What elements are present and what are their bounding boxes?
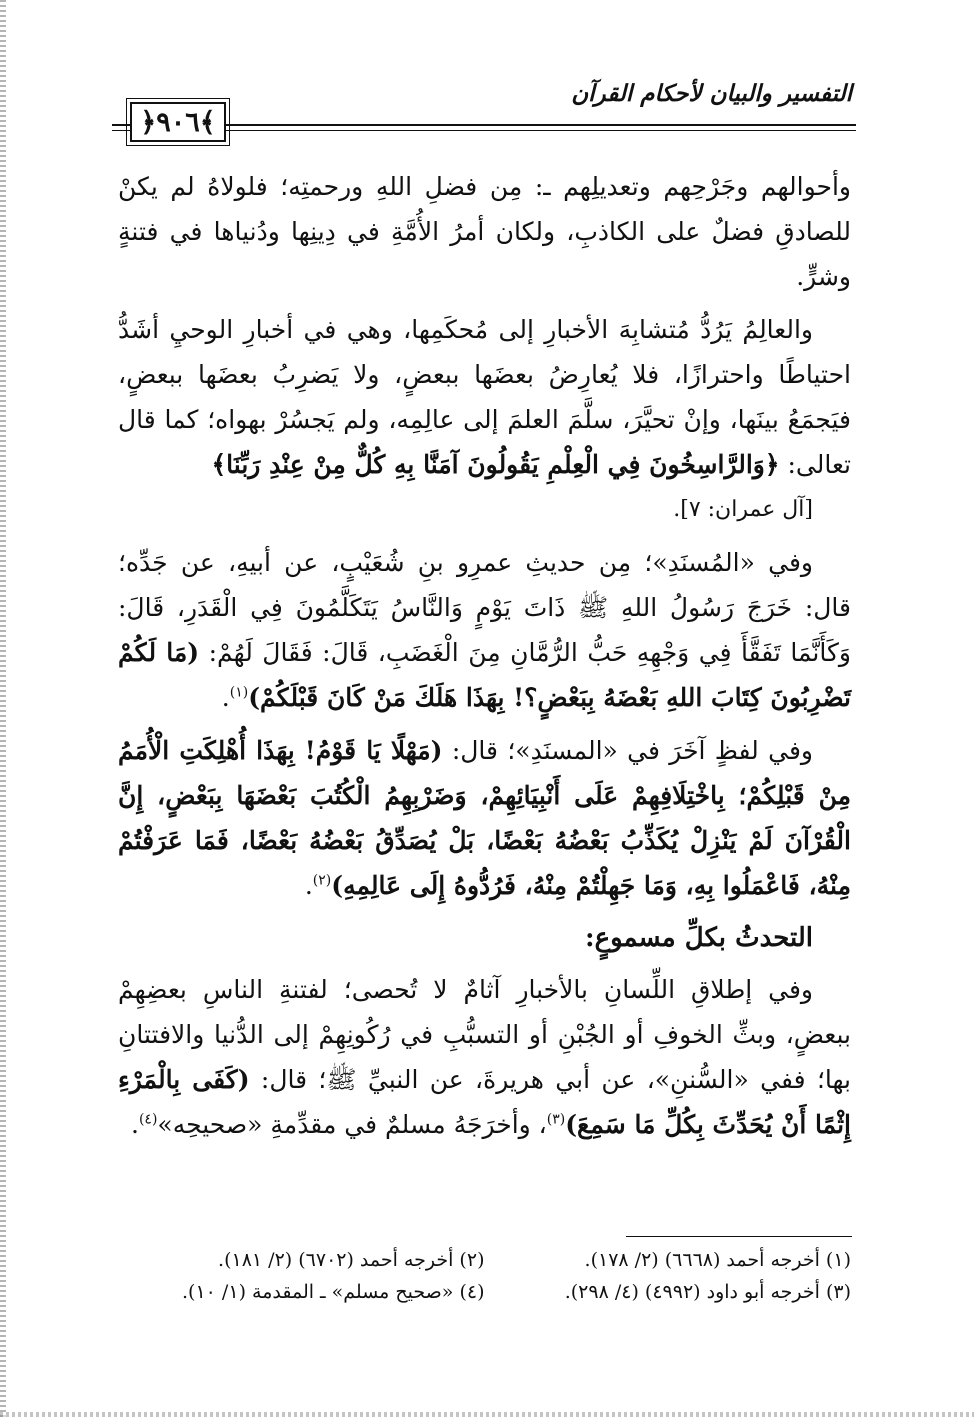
footnote-divider [626, 1236, 852, 1237]
footnote-3: (٣) أخرجه أبو داود (٤٩٩٢) (٤/ ٢٩٨). [564, 1281, 851, 1303]
page-number: ﴿٩٠٦﴾ [130, 102, 226, 142]
footnote-1: (١) أخرجه أحمد (٦٦٦٨) (٢/ ١٧٨). [584, 1249, 851, 1271]
section-heading: التحدثُ بكلِّ مسموعٍ: [585, 923, 813, 953]
paragraph-3-text: وفي «المُسنَدِ»؛ مِن حديثِ عمرِو بنِ شُعَيْبٍ، عن أبيهِ، عن جَدِّه؛ قال: خَرَجَ رَسُولُ اللهِ ﷺ ذَاتَ يَوْمٍ وَالنَّاسُ يَتَكَلَّمُونَ فِي الْقَدَرِ، قَالَ: وَكَأَنَّمَا تَفَقَّأَ فِي وَجْهِهِ حَبُّ الرُّمَّانِ مِنَ الْغَضَبِ، قَالَ: فَقَالَ لَهُمْ: [118, 548, 851, 667]
book-title: التفسير والبيان لأحكام القرآن [571, 80, 852, 107]
footnote-ref-4[interactable]: (٤) [138, 1111, 158, 1128]
page-header [112, 78, 856, 158]
footnote-ref-3[interactable]: (٣) [546, 1111, 566, 1128]
paragraph-5-text: وفي إطلاقِ اللِّسانِ بالأخبارِ آثامٌ لا تُحصى؛ لفتنةِ الناسِ بعضِهِمْ ببعضٍ، وبثِّ الخوفِ أو الجُبْنِ أو التسبُّبِ في رُكُونِهِمْ إلى الدُّنيا والافتتانِ بها؛ ففي «السُّننِ»، عن أبي هريرةَ، عن النبيِّ ﷺ؛ قال: [118, 975, 851, 1094]
paragraph-5-tail: ، وأخرَجَهُ مسلمٌ في مقدِّمةِ «صحيحِه» [157, 1110, 547, 1139]
footnote-row [118, 1276, 851, 1308]
paragraph-1: وأحوالهم وجَرْحِهم وتعديلِهم ـ: مِن فضلِ اللهِ ورحمتِه؛ فلولاهُ لم يكنْ للصادقِ فضلٌ على الكاذبِ، ولكان أمرُ الأُمَّةِ في دِينِها ودُنياها في فتنةٍ وشرٍّ. [118, 172, 851, 291]
footnote-4: (٤) «صحيح مسلم» ـ المقدمة (١/ ١٠). [182, 1281, 485, 1303]
hadith-quote-1: (مَا لَكُمْ تَضْرِبُونَ كِتَابَ اللهِ بَعْضَهُ بِبَعْضٍ؟! بِهَذَا هَلَكَ مَنْ كَانَ قَبْلَكُمْ) [118, 638, 851, 712]
verse-citation: [آل عمران: ٧]. [673, 497, 813, 522]
quran-verse: ﴿وَالرَّاسِخُونَ فِي الْعِلْمِ يَقُولُونَ آمَنَّا بِهِ كُلٌّ مِنْ عِنْدِ رَبِّنَا﴾ [211, 450, 780, 479]
paragraph-3: وفي «المُسنَدِ»؛ مِن حديثِ عمرِو بنِ شُعَيْبٍ، عن أبيهِ، عن جَدِّه؛ قال: خَرَجَ رَسُولُ اللهِ ﷺ ذَاتَ يَوْمٍ وَالنَّاسُ يَتَكَلَّمُونَ فِي الْقَدَرِ، قَالَ: وَكَأَنَّمَا تَفَقَّأَ فِي وَجْهِهِ حَبُّ الرُّمَّانِ مِنَ الْغَضَبِ، قَالَ: فَقَالَ لَهُمْ: (مَا لَكُمْ تَضْرِبُونَ كِتَابَ اللهِ بَعْضَهُ بِبَعْضٍ؟! بِهَذَا هَلَكَ مَنْ كَانَ قَبْلَكُمْ)$^{(١)}$. [118, 548, 851, 712]
scan-edge-bottom [0, 1412, 974, 1417]
footnotes [118, 1244, 851, 1308]
paragraph-4: وفي لفظٍ آخَرَ في «المسنَدِ»؛ قال: (مَهْلًا يَا قَوْمُ! بِهَذَا أُهْلِكَتِ الْأُمَمُ مِنْ قَبْلِكُمْ؛ بِاخْتِلَافِهِمْ عَلَى أَنْبِيَائِهِمْ، وَضَرْبِهِمُ الْكُتُبَ بَعْضَهَا بِبَعْضٍ، إِنَّ الْقُرْآنَ لَمْ يَنْزِلْ يُكَذِّبُ بَعْضُهُ بَعْضًا، بَلْ يُصَدِّقُ بَعْضُهُ بَعْضًا، فَمَا عَرَفْتُمْ مِنْهُ، فَاعْمَلُوا بِهِ، وَمَا جَهِلْتُمْ مِنْهُ، فَرُدُّوهُ إِلَى عَالِمِهِ)$^{(٢)}$. [118, 736, 851, 900]
hadith-quote-3: (كَفَى بِالْمَرْءِ إِثْمًا أَنْ يُحَدِّثَ بِكُلِّ مَا سَمِعَ) [118, 1065, 851, 1139]
paragraph-5: وفي إطلاقِ اللِّسانِ بالأخبارِ آثامٌ لا تُحصى؛ لفتنةِ الناسِ بعضِهِمْ ببعضٍ، وبثِّ الخوفِ أو الجُبْنِ أو التسبُّبِ في رُكُونِهِمْ إلى الدُّنيا والافتتانِ بها؛ ففي «السُّننِ»، عن أبي هريرةَ، عن النبيِّ ﷺ؛ قال: (كَفَى بِالْمَرْءِ إِثْمًا أَنْ يُحَدِّثَ بِكُلِّ مَا سَمِعَ)$^{(٣)}$، وأخرَجَهُ مسلمٌ في مقدِّمةِ «صحيحِه»$^{(٤)}$. [118, 975, 851, 1139]
footnote-2: (٢) أخرجه أحمد (٦٧٠٢) (٢/ ١٨١). [218, 1249, 485, 1271]
hadith-quote-2: (مَهْلًا يَا قَوْمُ! بِهَذَا أُهْلِكَتِ الْأُمَمُ مِنْ قَبْلِكُمْ؛ بِاخْتِلَافِهِمْ عَلَى أَنْبِيَائِهِمْ، وَضَرْبِهِمُ الْكُتُبَ بَعْضَهَا بِبَعْضٍ، إِنَّ الْقُرْآنَ لَمْ يَنْزِلْ يُكَذِّبُ بَعْضُهُ بَعْضًا، بَلْ يُصَدِّقُ بَعْضُهُ بَعْضًا، فَمَا عَرَفْتُمْ مِنْهُ، فَاعْمَلُوا بِهِ، وَمَا جَهِلْتُمْ مِنْهُ، فَرُدُّوهُ إِلَى عَالِمِهِ) [118, 736, 851, 900]
footnote-row [118, 1244, 851, 1276]
scan-edge-left [0, 0, 6, 1417]
paragraph-2 [118, 307, 851, 532]
paragraph-2-text: والعالِمُ يَرُدُّ مُتشابِهَ الأخبارِ إلى مُحكَمِها، وهي في أخبارِ الوحيِ أشَدُّ احتياطًا واحترازًا، فلا يُعارِضُ بعضَها ببعضٍ، ولا يَضرِبُ بعضَها ببعضٍ، فيَجمَعُ بينَها، وإنْ تحيَّرَ، سلَّمَ العلمَ إلى عالِمِه، ولم يَجسُرْ بهواه؛ كما قال تعالى: [118, 315, 851, 479]
footnote-ref-1[interactable]: (١) [229, 684, 249, 701]
main-text [118, 164, 851, 1155]
footnote-ref-2[interactable]: (٢) [312, 872, 332, 889]
paragraph-4-text: وفي لفظٍ آخَرَ في «المسنَدِ»؛ قال: [451, 736, 813, 765]
